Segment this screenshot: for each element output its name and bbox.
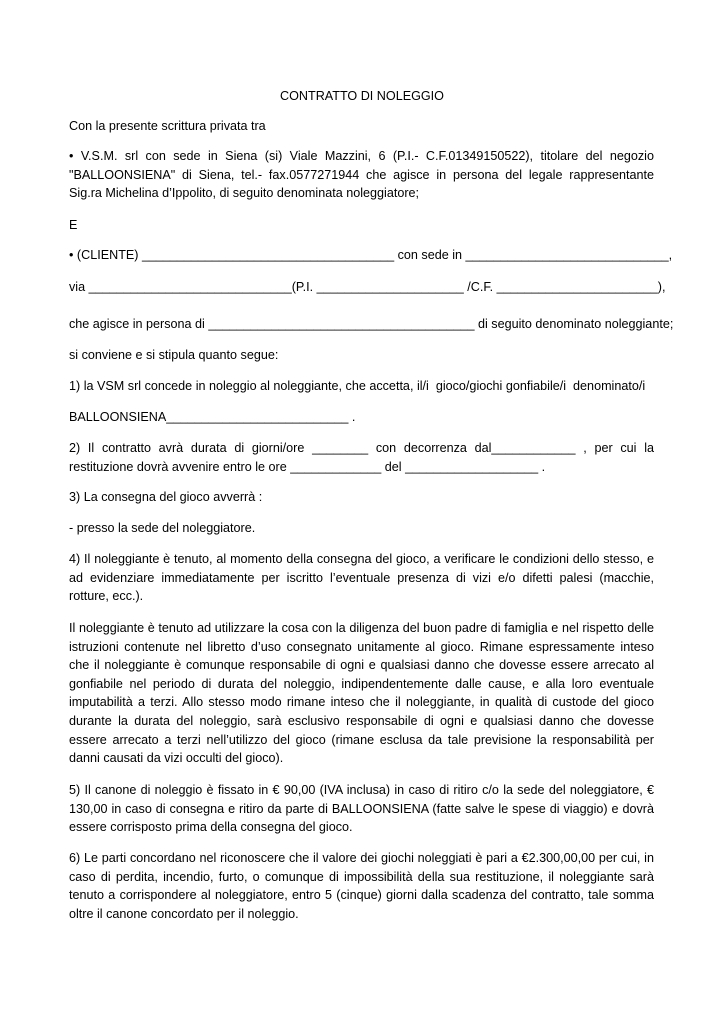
client-line: • (CLIENTE) ____________________________________ con sede in _____________________________, bbox=[69, 248, 673, 262]
clause-3-heading: 3) La consegna del gioco avverrà : bbox=[69, 490, 263, 504]
party-lessor-paragraph: • V.S.M. srl con sede in Siena (si) Viale Mazzini, 6 (P.I.- C.F.01349150522), titolare del negozio "BALLOONSIENA" di Siena, tel.- fax.0577271944 che agisce in persona del legale rappresentante Sig.ra Michelina d’Ippolito, di seguito denominata noleggiatore; bbox=[69, 149, 654, 201]
conjunction-text: E bbox=[69, 218, 78, 232]
clause-3-option: - presso la sede del noleggiatore. bbox=[69, 521, 256, 535]
clause-2-paragraph: 2) Il contratto avrà durata di giorni/ore ________ con decorrenza dal____________ , per cui la restituzione dovrà avvenire entro le ore _____________ del ___________________ . bbox=[69, 441, 654, 474]
clause-6-paragraph: 6) Le parti concordano nel riconoscere che il valore dei giochi noleggiati è pari a €2.300,00,00 per cui, in caso di perdita, incendio, furto, o comunque di impossibilità della sua restituzione, il noleggiante sarà tenuto a corrispondere al noleggiatore, entro 5 (cinque) giorni dalla scadenza del contratto, tale somma oltre il canone concordato per il noleggio. bbox=[69, 851, 654, 921]
agreement-text: si conviene e si stipula quanto segue: bbox=[69, 348, 279, 362]
agent-line: che agisce in persona di ______________________________________ di seguito denominato noleggiante; bbox=[69, 317, 674, 331]
clause-5-paragraph: 5) Il canone di noleggio è fissato in € 90,00 (IVA inclusa) in caso di ritiro c/o la sede del noleggiatore, € 130,00 in caso di consegna e ritiro da parte di BALLOONSIENA (fatte salve le spese di viaggio) e dovrà essere corrisposto prima della consegna del gioco. bbox=[69, 783, 654, 835]
clause-1-line-2: BALLOONSIENA__________________________ . bbox=[69, 410, 356, 424]
intro-text: Con la presente scrittura privata tra bbox=[69, 119, 266, 133]
clause-4-paragraph: 4) Il noleggiante è tenuto, al momento della consegna del gioco, a verificare le condizioni dello stesso, e ad evidenziare immediatamente per iscritto l’eventuale presenza di vizi e/o difetti palesi (macchie, rotture, ecc.). bbox=[69, 552, 654, 604]
clause-1-line-1: 1) la VSM srl concede in noleggio al noleggiante, che accetta, il/i gioco/giochi gonfiabile/i denominato/i bbox=[69, 379, 646, 393]
clause-4-liability-paragraph: Il noleggiante è tenuto ad utilizzare la cosa con la diligenza del buon padre di famiglia e nel rispetto delle istruzioni contenute nel libretto d’uso consegnato unitamente al gioco. Rimane espressamente inteso che il noleggiante è comunque responsabile di ogni e qualsiasi danno che dovesse essere arrecato al gonfiabile nel periodo di durata del noleggio, indipendentemente dalle cause, e alla loro eventuale imputabilità a terzi. Allo stesso modo rimane inteso che il noleggiante, in qualità di custode del gioco durante la durata del noleggio, sarà esclusivo responsabile di ogni e qualsiasi danno che dovesse essere arrecato a terzi nell’utilizzo del gioco (rimane esclusa da tale previsione la responsabilità per danni causati da vizi occulti del gioco). bbox=[69, 621, 654, 766]
document-title: CONTRATTO DI NOLEGGIO bbox=[280, 89, 444, 103]
address-line: via _____________________________(P.I. _____________________ /C.F. _______________________), bbox=[69, 280, 666, 294]
